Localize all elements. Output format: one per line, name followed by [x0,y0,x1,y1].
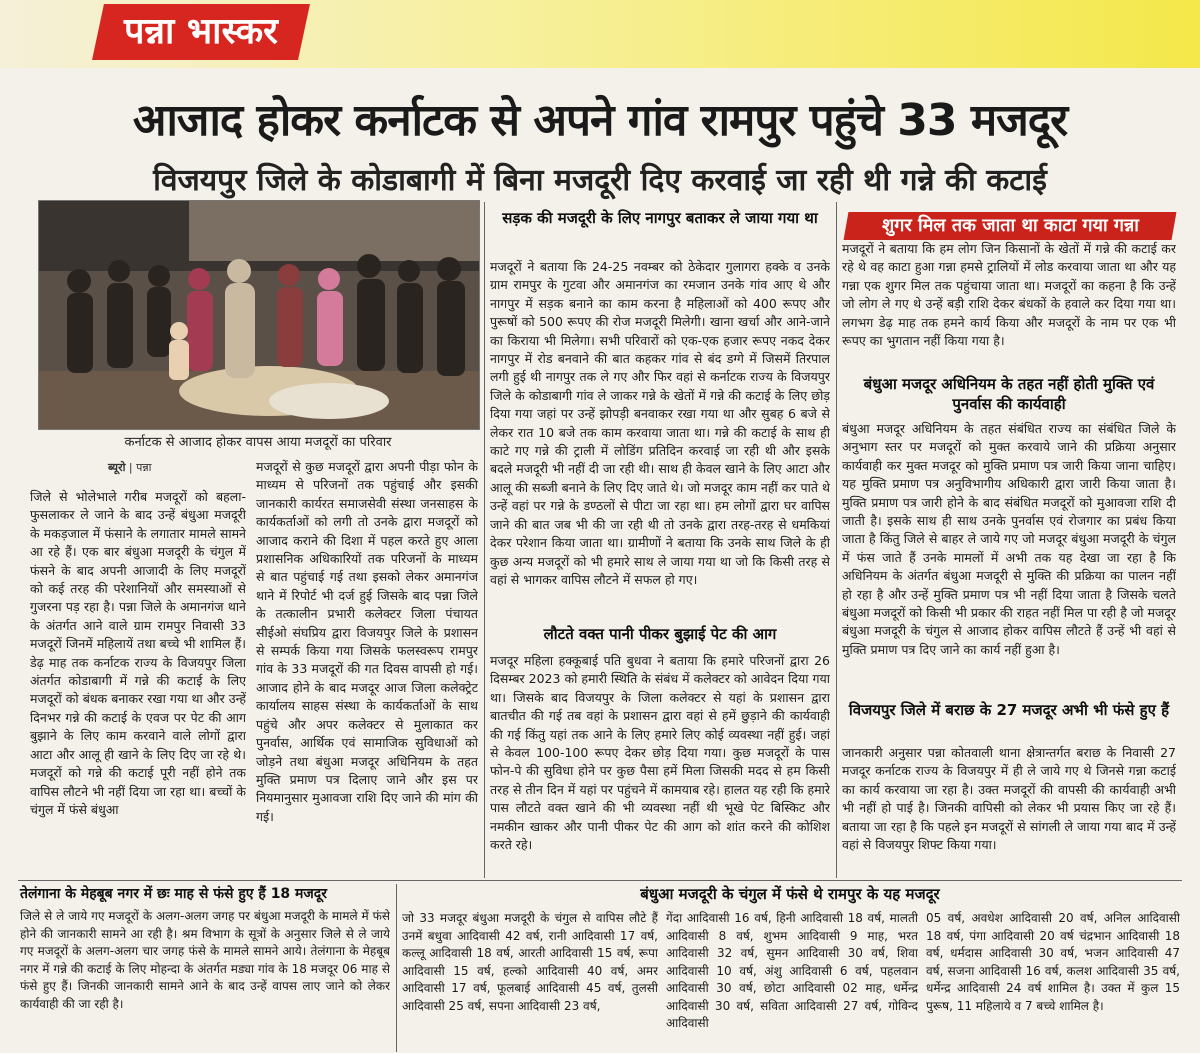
workers-list-col-3: 05 वर्ष, अवधेश आदिवासी 20 वर्ष, अनिल आदिवासी 18 वर्ष, पंगा आदिवासी 20 वर्ष चंद्रभान आदिवासी 18 वर्ष, धर्मदास आदिवासी 30 वर्ष, भजन आदिवासी 47 वर्ष, सजना आदिवासी 16 वर्ष, कलश आदिवासी 35 वर्ष, धर्मेन्द्र आदिवासी 24 वर्ष शामिल है। उक्त में कुल 15 पुरूष, 11 महिलाये व 7 बच्चे शामिल है। [926,911,1180,1013]
byline: ब्यूरो | पन्ना [108,461,152,474]
section-heading-nagpur: सड़क की मजदूरी के लिए नागपुर बताकर ले जाया गया था [502,209,818,227]
article-col-3b: मजदूर महिला हक्कूबाई पति बुधवा ने बताया कि हमारे परिजनों द्वारा 26 दिसम्बर 2023 को हमारी स्थिति के संबंध में कलेक्टर को आवेदन दिया गया था। जिसके बाद विजयपुर के जिला कलेक्टर से यहां के प्रशासन द्वारा बातचीत की गई तब वहां के प्रशासन द्वारा वहां से हमें छुड़ाने की कार्यवाही की गई किंतु यहां तक आने के लिए हमारे लिए कोई व्यवस्था नहीं हुई। जहां से केवल 100-100 रूपए देकर छोड़ दिया गया। कुछ मजदूरों के पास फोन-पे की सुविधा होने पर कुछ पैसा हमें मिला जिसकी मदद से हम किसी तरह से तीन दिन में यहां पर पहुंचने में कामयाब रहे। हालत यह रही कि हमारे पास लौटते वक्त खाने की भी व्यवस्था नहीं थी भूखे पेट बिस्किट और नमकीन खाकर और पानी पीकर पेट की आग को शांत करने की कोशिश करते रहे। [490,653,830,853]
byline-place: पन्ना [136,461,152,474]
photo-caption: कर्नाटक से आजाद होकर वापस आया मजदूरों का परिवार [124,435,392,450]
section-heading-act: बंधुआ मजदूर अधिनियम के तहत नहीं होती मुक्ति एवं पुनर्वास की कार्यवाही [863,375,1155,413]
workers-list-col-2: गेंदा आदिवासी 16 वर्ष, हिनी आदिवासी 18 वर्ष, मालती आदिवासी 8 वर्ष, शुभम आदिवासी 9 माह, भरत आदिवासी 32 वर्ष, सुमन आदिवासी 30 वर्ष, शिवा आदिवासी 10 वर्ष, अंशु आदिवासी 6 वर्ष, पहलवान आदिवासी 30 वर्ष, छोटा आदिवासी 02 माह, धर्मेन्द्र आदिवासी 30 वर्ष, सविता आदिवासी 27 वर्ष, गोविन्द आदिवासी [666,911,918,1030]
sugar-mill-tag: शुगर मिल तक जाता था काटा गया गन्ना [844,212,1177,240]
article-col-2: मजदूरों से कुछ मजदूरों द्वारा अपनी पीड़ा फोन के माध्यम से परिजनों तक पहुंचाई और इसकी जानकारी कार्यरत समाजसेवी संस्था जनसाहस के कार्यकर्ताओं को लगी तो उनके द्वारा मजदूरों को आजाद कराने की दिशा में पहल करते हुए आला प्रशासनिक अधिकारियों तक परिजनों के माध्यम से बात पहुंचाई गई तथा इसको लेकर अमानगंज थाने में रिपोर्ट भी दर्ज हुई जिसके बाद पन्ना जिले के तत्कालीन प्रभारी कलेक्टर जिला पंचायत सीईओ संघप्रिय द्वारा विजयपुर जिले के प्रशासन से सम्पर्क किया गया जिसके फलस्वरूप रामपुर गांव के 33 मजदूरों की गत दिवस वापसी हो गई। आजाद होने के बाद मजदूर आज जिला कलेक्ट्रेट कार्यालय साहस संस्था के कार्यकर्ताओं के साथ पहुंचे और अपर कलेक्टर से मुलाकात कर पुनर्वास, आर्थिक एवं सामाजिक सुविधाओं को जोड़ने तथा बंधुआ मजदूर अधिनियम के तहत मुक्ति प्रमाण पत्र दिलाए जाने और इस पर नियमानुसार मुआवजा राशि दिए जाने की मांग की गई। [256,459,478,824]
masthead-label: पन्ना भास्कर [92,4,310,60]
article-col-4b: बंधुआ मजदूर अधिनियम के तहत संबंधित राज्य का संबंधित जिले के अनुभाग स्तर पर मजदूरों को मुक्त करवाये जाने की प्रक्रिया अनुसार कार्यवाही कर मुक्त मजदूर को मुक्ति प्रमाण पत्र जारी किया जाना चाहिए। यह मुक्ति प्रमाण पत्र अनुविभागीय अधिकारी द्वारा जारी किया जाता है। मुक्ति प्रमाण पत्र जारी होने के बाद संबंधित मजदूरों को मुआवजा राशि दी जाती है। इसके साथ ही साथ उनके पुनर्वास एवं रोजगार का प्रबंध किया जाता है किंतु जिले से बाहर ले जाये गए जो मजदूर बंधुआ मजदूरी के चंगुल में फंस जाते हैं उनके मामलों में अभी तक यह देखा जा रहा है कि अधिनियम के अंतर्गत बंधुआ मजदूरी से मुक्ति की प्रक्रिया का पालन नहीं हो रहा है और उन्हें मुक्ति प्रमाण पत्र भी नहीं दिया जाता है जिसके चलते बंधुआ मजदूरों को किसी भी प्रकार की राहत नहीं मिल पा रही है जो मजदूर बंधुआ मजदूरी के चंगुल से आजाद होकर वापिस लौटते हैं उन्हें भी वहां से मुक्ति प्रमाण पत्र दिए जाने का कार्य नहीं हुआ है। [842,421,1176,657]
article-col-4a: मजदूरों ने बताया कि हम लोग जिन किसानों के खेतों में गन्ने की कटाई कर रहे थे वह काटा हुआ गन्ना हमसे ट्रालियों में लोड करवाया जाता था और यह गन्ना एक शुगर मिल तक पहुंचाया जाता था। मजदूरों का कहना है कि उन्हें जो लोग ले गए थे उन्हें बड़ी राशि देकर बंधकों के हवाले कर दिया गया था। लगभग डेढ़ माह तक हमने कार्य किया और मजदूरों के नाम पर एक भी रूपए का भुगतान नहीं किया गया है। [842,241,1176,349]
column-divider [484,202,485,878]
workers-list-col-1: जो 33 मजदूर बंधुआ मजदूरी के चंगुल से वापिस लौटे हैं उनमें बधुवा आदिवासी 42 वर्ष, रानी आदिवासी 17 वर्ष, कल्लू आदिवासी 18 वर्ष, आरती आदिवासी 15 वर्ष, रूपा आदिवासी 15 वर्ष, हल्को आदिवासी 40 वर्ष, अमर आदिवासी 17 वर्ष, फूलबाई आदिवासी 45 वर्ष, तुलसी आदिवासी 25 वर्ष, सपना आदिवासी 23 वर्ष, [402,911,658,1013]
article-col-4c: जानकारी अनुसार पन्ना कोतवाली थाना क्षेत्रान्तर्गत बराछ के निवासी 27 मजदूर कर्नाटक राज्य के विजयपुर में ही ले जाये गए थे जिनसे गन्ना कटाई का कार्य करवाया जा रहा है। उक्त मजदूरों की वापसी की कार्यवाही अभी भी नहीं हो पाई है। जिनकी वापिसी को लेकर भी प्रयास किए जा रहे हैं। बताया जा रहा है कि पहले इन मजदूरों से सांगली ले जाया गया बाद में उन्हें वहां से विजयपुर शिफ्ट किया गया। [842,745,1176,853]
section-heading-workers-list: बंधुआ मजदूरी के चंगुल में फंसे थे रामपुर के यह मजदूर [640,885,940,903]
article-col-1: जिले से भोलेभाले गरीब मजदूरों को बहला-फुसलाकर ले जाने के बाद उन्हें बंधुआ मजदूरी के मकड़जाल में फंसाने के लगातार मामले सामने आ रहे हैं। एक बार बंधुआ मजदूरी के चंगुल में फंसने के बाद अपनी आजादी के लिए मजदूरों को कई तरह की परेशानियों और समस्याओं से गुजरना पड़ रहा है। पन्ना जिले के अमानगंज थाने के अंतर्गत आने वाले ग्राम रामपुर निवासी 33 मजदूरों जिनमें महिलायें तथा बच्चे भी शामिल हैं। डेढ़ माह तक कर्नाटक राज्य के विजयपुर जिला अंतर्गत कोडाबागी में गन्ने की कटाई के लिए मजदूरों को बंधक बनाकर रखा गया था और उन्हें दिनभर गन्ने की कटाई के एवज पर पेट की आग बुझाने के लिए काम करवाने वाले लोगों द्वारा आटा और आलू ही खाने के लिए दिए जा रहे थे। मजदूरों को गन्ने की कटाई पूरी नहीं होने तक वापिस लौटने भी नहीं दिया जा रहा था। बच्चों के चंगुल में फंसे बंधुआ [30,489,246,817]
article-col-3a: मजदूरों ने बताया कि 24-25 नवम्बर को ठेकेदार गुलागरा हक्के व उनके ग्राम रामपुर के गुटवा और अमानगंज का रमजान उनके गांव आए थे और नागपुर में सड़क बनाने का काम करना है महिलाओं को 400 रूपए और पुरूषों को 500 रूपए की रोज मजदूरी मिलेगी। खाना खर्चा और आने-जाने का किराया भी मिलेगा। सभी परिवारों को एक-एक हजार रूपए नकद देकर नागपुर में रोड बनवाने की बात कहकर गांव से बंद डग्गे में जिसमें तिरपाल लगी हुई थी नागपुर तक ले गए और फिर वहां से कर्नाटक राज्य के विजयपुर जिले के कोडाबागी गांव ले जाकर गन्ने के खेतों में गन्ने की कटाई के लिए छोड़ दिया गया जहां पर उन्हें झोपड़ी बनवाकर रखा गया था और सुबह 6 बजे से लेकर रात 10 बजे तक काम करवाया जाता था। गन्ने की कटाई के साथ ही काटे गए गन्ने की ट्राली में लोडिंग प्रतिदिन करवाई जा रही थी और इसके बदले मजदूरी भी नहीं दी जा रही थी। साथ ही केवल खाने के लिए आटा और आलू की सब्जी बनाने के लिए दिए जाते थे। जो मजदूर काम नहीं कर पाते थे उन्हें वहां पर गन्ने के डण्ठलों से पीटा जा रहा था। हम लोगों द्वारा घर वापिस जाने की बात जब भी की जा रही थी तो उनके द्वारा तरह-तरह से धमकियां देकर परेशान किया जाता था। ग्रामीणों ने बताया कि उनके साथ जिले के ही कुछ अन्य मजदूरों को भी हमारे साथ ले जाया गया था जो कि किसी तरह से वहां से भागकर वापिस लौटने में सफल हो गए। [490,259,830,587]
column-divider [396,884,397,1052]
section-heading-telangana: तेलंगाना के मेहबूब नगर में छः माह से फंसे हुए हैं 18 मजदूर [20,886,327,902]
main-headline: आजाद होकर कर्नाटक से अपने गांव रामपुर पहुंचे 33 मजदूर [132,95,1068,146]
section-heading-return: लौटते वक्त पानी पीकर बुझाई पेट की आग [543,625,777,643]
news-photo [38,200,480,430]
article-telangana: जिले से ले जाये गए मजदूरों के अलग-अलग जगह पर बंधुआ मजदूरी के मामले में फंसे होने की जानकारी सामने आ रही है। श्रम विभाग के सूत्रों के अनुसार जिले से ले जाये गए मजदूरों के अलग-अलग चार जगह फंसे के मामले सामने आये। तेलंगाना के मेहबूब नगर में गन्ने की कटाई के लिए मोहन्दा के अंतर्गत मड्या गांव के 18 मजदूर 06 माह से फंसे हुए हैं। जिनकी जानकारी सामने आने के बाद उन्हें वापस लाए जाने को लेकर कार्यवाही की जा रही है। [20,909,390,1011]
byline-source: ब्यूरो [108,461,126,474]
section-heading-barachh: विजयपुर जिले में बराछ के 27 मजदूर अभी भी फंसे हुए हैं [848,701,1170,719]
sub-headline: विजयपुर जिले के कोडाबागी में बिना मजदूरी दिए करवाई जा रही थी गन्ने की कटाई [153,163,1047,198]
photo-people-group [39,201,479,429]
column-divider [836,202,837,878]
bottom-divider [18,880,1182,881]
